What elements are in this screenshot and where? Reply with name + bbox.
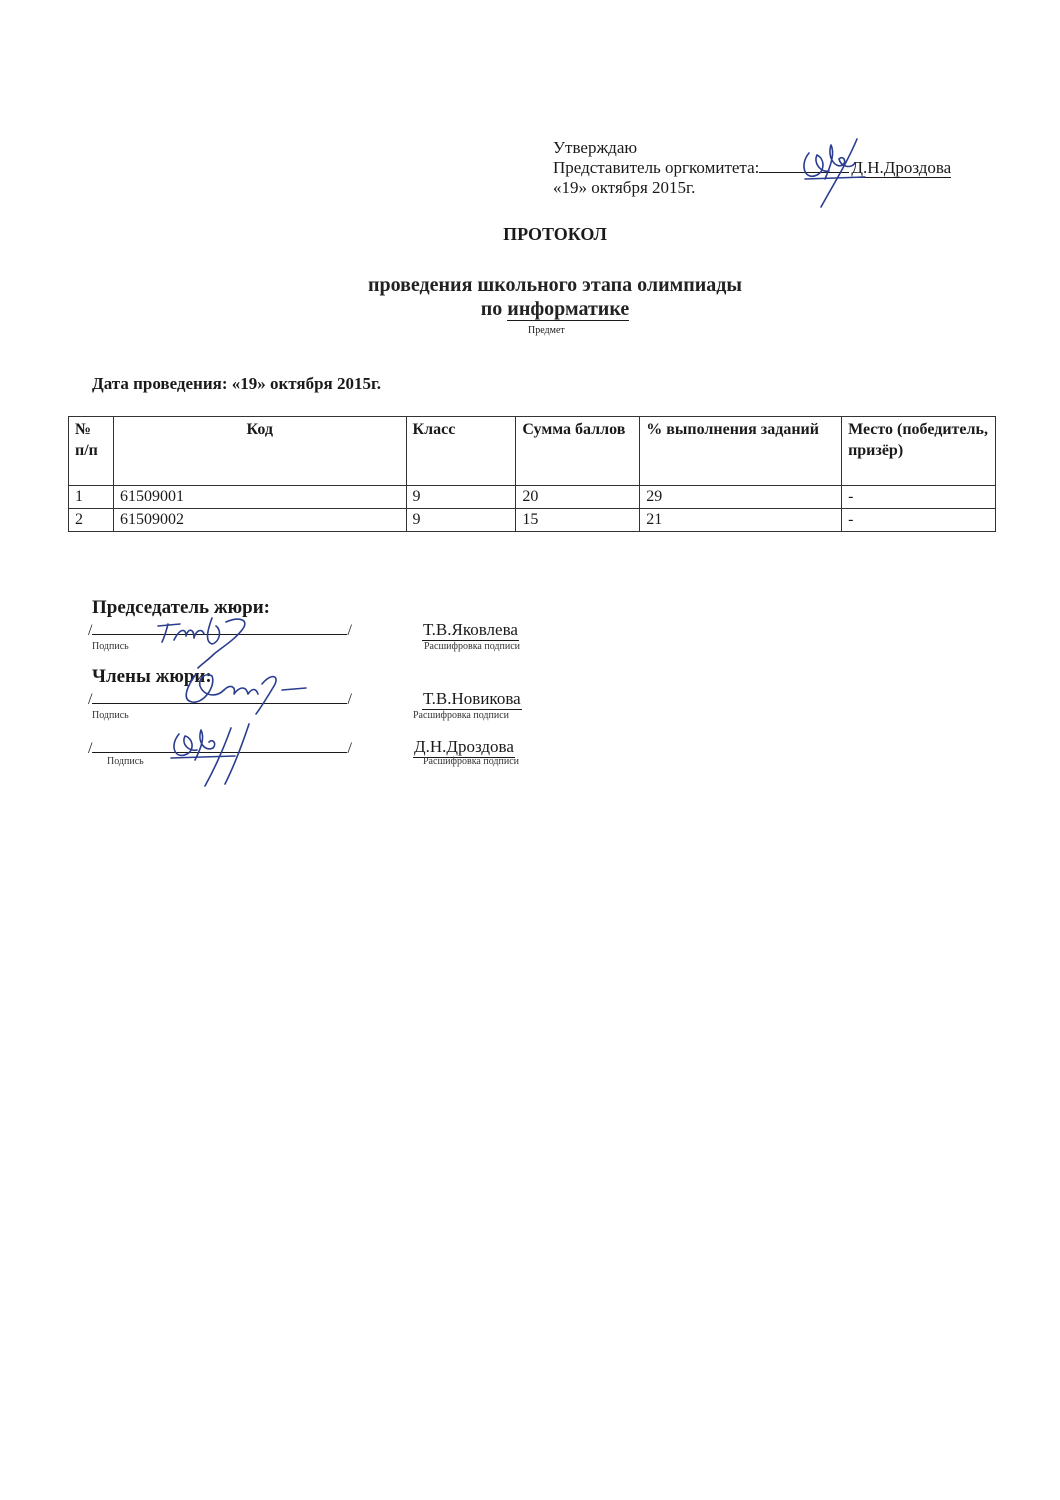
subject-caption: Предмет bbox=[528, 325, 565, 336]
cell-number: 2 bbox=[69, 509, 114, 532]
approval-representative bbox=[553, 157, 951, 178]
header-score: Сумма баллов bbox=[516, 417, 640, 486]
cell-number: 1 bbox=[69, 486, 114, 509]
event-date: Дата проведения: «19» октября 2015г. bbox=[92, 374, 382, 393]
header-place: Место (победитель, призёр) bbox=[842, 417, 996, 486]
approver-signature-image bbox=[795, 135, 875, 210]
jury-chair-heading: Председатель жюри: bbox=[92, 597, 270, 618]
chair-decode-caption: Расшифровка подписи bbox=[424, 641, 520, 652]
header-number: № п/п bbox=[69, 417, 114, 486]
member1-name: Т.В.Новикова bbox=[423, 689, 521, 708]
table-row bbox=[69, 509, 996, 532]
approval-date: «19» октября 2015г. bbox=[553, 178, 696, 197]
slash-right: / bbox=[347, 622, 352, 639]
representative-label: Представитель оргкомитета: bbox=[553, 158, 760, 177]
cell-place: - bbox=[842, 486, 996, 509]
jury-members-heading: Члены жюри: bbox=[92, 666, 212, 687]
member2-name: Д.Н.Дроздова bbox=[414, 737, 514, 756]
slash-left: / bbox=[88, 740, 93, 757]
subject-prefix: по bbox=[480, 298, 503, 320]
subject-value: информатике bbox=[507, 298, 630, 320]
approval-heading: Утверждаю bbox=[553, 138, 638, 157]
slash-left: / bbox=[88, 622, 93, 639]
cell-score: 15 bbox=[516, 509, 640, 532]
subject-line bbox=[0, 297, 1060, 321]
subtitle-line: проведения школьного этапа олимпиады bbox=[367, 274, 743, 296]
cell-code: 61509001 bbox=[113, 486, 406, 509]
slash-right: / bbox=[347, 691, 352, 708]
document-title: ПРОТОКОЛ bbox=[503, 224, 607, 244]
representative-name: Д.Н.Дроздова bbox=[851, 158, 952, 177]
slash-right: / bbox=[347, 740, 352, 757]
table-header-row bbox=[69, 417, 996, 486]
table-row bbox=[69, 486, 996, 509]
cell-percent: 29 bbox=[640, 486, 842, 509]
member1-signature-image bbox=[176, 664, 316, 716]
member1-decode-caption: Расшифровка подписи bbox=[413, 710, 509, 721]
chair-signature-image bbox=[150, 612, 260, 672]
header-percent: % выполнения заданий bbox=[640, 417, 842, 486]
slash-left: / bbox=[88, 691, 93, 708]
cell-class: 9 bbox=[406, 509, 516, 532]
member2-decode-caption: Расшифровка подписи bbox=[423, 756, 519, 767]
member1-signature-caption: Подпись bbox=[92, 710, 129, 721]
cell-code: 61509002 bbox=[113, 509, 406, 532]
header-class: Класс bbox=[406, 417, 516, 486]
results-table bbox=[68, 416, 996, 532]
document-subtitle bbox=[0, 273, 1060, 321]
cell-percent: 21 bbox=[640, 509, 842, 532]
member2-signature-image bbox=[165, 720, 270, 788]
approval-block bbox=[553, 138, 951, 197]
chair-signature-caption: Подпись bbox=[92, 641, 129, 652]
chair-name: Т.В.Яковлева bbox=[423, 620, 518, 639]
cell-score: 20 bbox=[516, 486, 640, 509]
member2-signature-caption: Подпись bbox=[107, 756, 144, 767]
header-code: Код bbox=[113, 417, 406, 486]
cell-place: - bbox=[842, 509, 996, 532]
cell-class: 9 bbox=[406, 486, 516, 509]
